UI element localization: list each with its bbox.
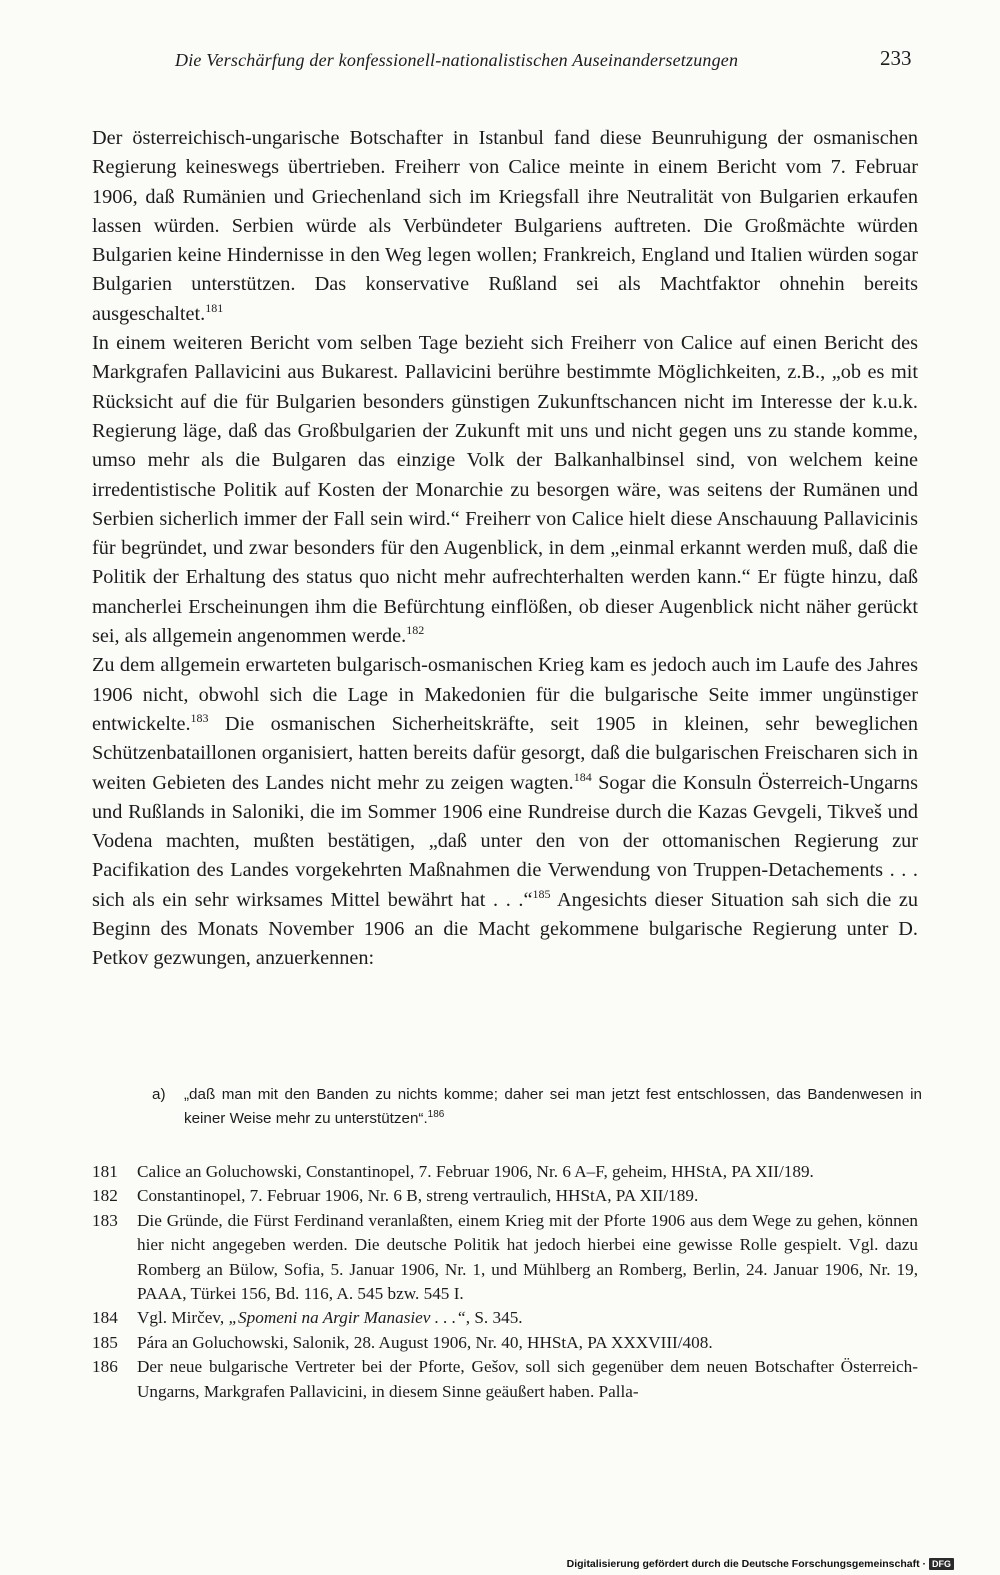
footnote-text: Constantinopel, 7. Februar 1906, Nr. 6 B, streng vertraulich, HHStA, PA XII/189.	[137, 1186, 699, 1206]
footnote-ref-185: 185	[532, 886, 551, 901]
footnote-184	[92, 1306, 918, 1330]
footnote-ref-181: 181	[205, 300, 224, 315]
footnote-182	[92, 1184, 918, 1208]
footnote-text-before: Vgl. Mirčev,	[137, 1308, 229, 1328]
footnote-number: 185	[92, 1332, 118, 1352]
page-number: 233	[880, 46, 912, 70]
footnote-ref-186: 186	[427, 1109, 445, 1120]
footnote-183	[92, 1209, 918, 1307]
footnote-number: 181	[92, 1162, 118, 1181]
footnote-181	[92, 1160, 918, 1184]
footnote-number: 186	[92, 1357, 118, 1377]
footnotes	[92, 1160, 918, 1404]
footnote-text-after: , S. 345.	[465, 1308, 523, 1328]
footnote-number: 182	[92, 1186, 118, 1206]
paragraph-2	[92, 329, 918, 651]
footnote-text: Pára an Goluchowski, Salonik, 28. August 1906, Nr. 40, HHStA, PA XXXVIII/408.	[137, 1332, 713, 1352]
footnote-text: Der neue bulgarische Vertreter bei der Pforte, Gešov, soll sich gegenüber dem neuen Botschafter Österreich-Ungarns, Markgrafen Pallavicini, in diesem Sinne geäußert haben. Palla-	[137, 1357, 918, 1401]
digitization-notice-text: Digitalisierung gefördert durch die Deutsche Forschungsgemeinschaft ·	[566, 1558, 926, 1570]
footnote-ref-184: 184	[573, 769, 592, 784]
paragraph-3-text-d: Angesichts dieser Situation sah sich die zu Beginn des Monats November 1906 an die Macht gekommene bulgarische Regierung unter D. Petkov gezwungen, anzuerkennen:	[92, 888, 918, 970]
footnote-text: Calice an Goluchowski, Constantinopel, 7. Februar 1906, Nr. 6 A–F, geheim, HHStA, PA XII/189.	[137, 1162, 814, 1181]
dfg-logo: DFG	[929, 1558, 954, 1570]
quoted-list-item	[152, 1083, 922, 1131]
footnote-text	[137, 1306, 918, 1330]
running-title: Die Verschärfung der konfessionell-nationalistischen Auseinandersetzungen	[175, 50, 739, 70]
footnote-number: 184	[92, 1308, 118, 1328]
list-marker: a)	[152, 1086, 166, 1103]
paragraph-3	[92, 651, 918, 973]
cited-title: „Spomeni na Argir Manasiev . . .“	[228, 1308, 466, 1328]
paragraph-2-text: In einem weiteren Bericht vom selben Tage bezieht sich Freiherr von Calice auf einen Bericht des Markgrafen Pallavicini aus Bukarest. Pallavicini berühre bestimmte Möglichkeiten, z.B., „ob es mit Rücksicht auf die für Bulgarien besonders günstigen Zukunftschancen nicht im Interesse der k.u.k. Regierung läge, daß das Großbulgarien der Zukunft mit uns und nicht gegen uns zu stande komme, umso mehr als die Bulgaren das einzige Volk der Balkanhalbinsel sind, von welchem keine irredentistische Politik auf Kosten der Monarchie zu besorgen wäre, was seitens der Rumänen und Serbien sicherlich immer der Fall sein wird.“ Freiherr von Calice hielt diese Anschauung Pallavicinis für begründet, und zwar besonders für den Augenblick, in dem „einmal erkannt werden muß, daß die Politik der Erhaltung des status quo nicht mehr aufrechterhalten werden kann.“ Er fügte hinzu, daß mancherlei Erscheinungen ihm die Befürchtung einflößen, ob dieser Augenblick nicht näher gerückt sei, als allgemein angenommen werde.	[92, 332, 918, 648]
footnote-ref-183: 183	[190, 710, 209, 725]
digitization-notice	[567, 1558, 954, 1570]
paragraph-3-text-b: Die osmanischen Sicherheitskräfte, seit 1905 in kleinen, sehr beweglichen Schützenbataillonen organisiert, hatten bereits dafür gesorgt, daß die bulgarischen Freischaren sich in weiten Gebieten des Landes nicht mehr zu zeigen wagten.	[92, 712, 918, 794]
quoted-text-body: „daß man mit den Banden zu nichts komme; daher sei man jetzt fest entschlossen, das Bandenwesen in keiner Weise mehr zu unterstützen“.	[184, 1086, 922, 1127]
quoted-text	[184, 1083, 922, 1131]
paragraph-1	[92, 124, 918, 329]
paragraph-3-text-c: Sogar die Konsuln Österreich-Ungarns und Rußlands in Saloniki, die im Sommer 1906 eine Rundreise durch die Kazas Gevgeli, Tikveš und Vodena machten, mußten bestätigen, „daß unter den von der ottomanischen Regierung zur Pacifikation des Landes vorgekehrten Maßnahmen die Verwendung von Truppen-Detachements . . . sich als ein sehr wirksames Mittel bewährt hat . . .“	[92, 771, 918, 911]
main-text	[92, 124, 918, 974]
paragraph-3-text-a: Zu dem allgemein erwarteten bulgarisch-osmanischen Krieg kam es jedoch auch im Laufe des Jahres 1906 nicht, obwohl sich die Lage in Makedonien für die bulgarische Seite immer ungünstiger entwickelte.	[92, 654, 918, 735]
footnote-number: 183	[92, 1210, 118, 1230]
footnote-ref-182: 182	[406, 623, 425, 638]
footnote-text: Die Gründe, die Fürst Ferdinand veranlaßten, einem Krieg mit der Pforte 1906 aus dem Wege zu gehen, können hier nicht angegeben werden. Die deutsche Politik hat jedoch hierbei eine gewisse Rolle gespielt. Vgl. dazu Romberg an Bülow, Sofia, 5. Januar 1906, Nr. 1, und Mühlberg an Romberg, Berlin, 24. Januar 1906, Nr. 19, PAAA, Türkei 156, Bd. 116, A. 545 bzw. 545 I.	[137, 1210, 918, 1304]
footnote-186	[92, 1355, 918, 1404]
footnote-185	[92, 1331, 918, 1355]
paragraph-1-text: Der österreichisch-ungarische Botschafter in Istanbul fand diese Beunruhigung der osmanischen Regierung keineswegs übertrieben. Freiherr von Calice meinte in einem Bericht vom 7. Februar 1906, daß Rumänien und Griechenland sich im Kriegsfall ihre Neutralität von Bulgarien erkaufen lassen würden. Serbien würde als Verbündeter Bulgariens auftreten. Die Großmächte würden Bulgarien keine Hindernisse in den Weg legen wollen; Frankreich, England und Italien würden sogar Bulgarien unterstützen. Das konservative Rußland sei als Machtfaktor ohnehin bereits ausgeschaltet.	[92, 127, 918, 325]
